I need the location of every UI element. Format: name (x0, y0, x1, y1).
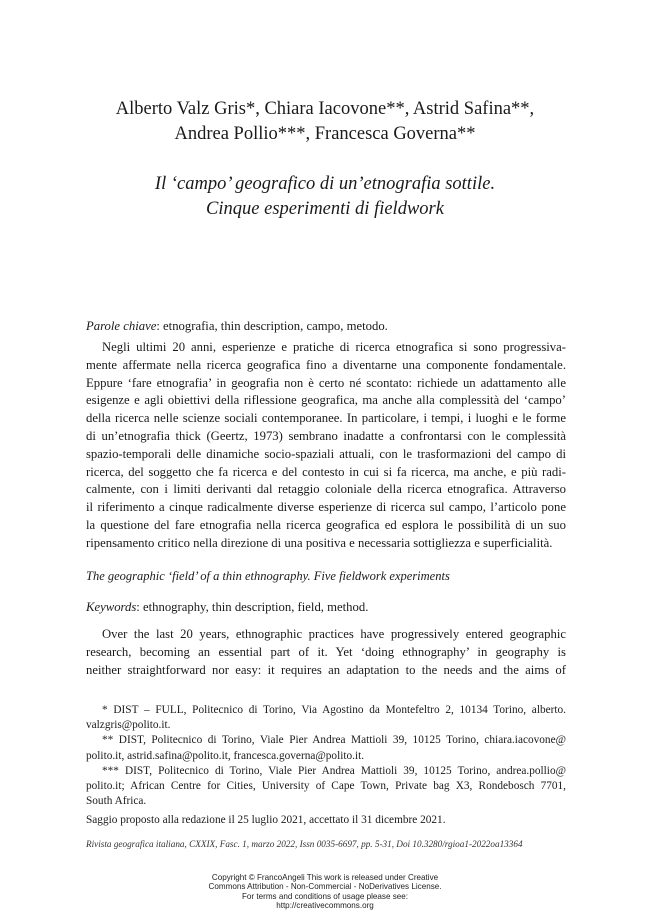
license-link[interactable]: http://creativecommons.org (276, 901, 374, 911)
abstract-english (86, 626, 566, 679)
abstract-italian (86, 339, 566, 553)
journal-citation: Rivista geografica italiana, CXXIX, Fasc. 1, marzo 2022, Issn 0035-6697, pp. 5-31, Doi 10.3280/rgioa1-2022oa13364 (86, 839, 523, 849)
license-line-3: For terms and conditions of usage please see: (241, 891, 409, 901)
keywords-english-label: Keywords (86, 600, 137, 614)
title-line-2: Cinque esperimenti di fieldwork (206, 199, 444, 219)
footnote-2-line-1: ** DIST, Politecnico di Torino, Viale Pier Andrea Mattioli 39, 10125 Torino, chiara.iacovone@ (102, 734, 566, 747)
author-line-2: Andrea Pollio***, Francesca Governa** (174, 124, 476, 144)
footnote-1-line-1: * DIST – FULL, Politecnico di Torino, Via Agostino da Montefeltro 2, 10134 Torino, alberto. (102, 704, 566, 716)
english-title: The geographic ‘field’ of a thin ethnography. Five fieldwork experiments (86, 569, 450, 583)
title-line-1: Il ‘campo’ geografico di un’etnografia sottile. (154, 174, 496, 194)
footnote-2-line-2: polito.it, astrid.safina@polito.it, francesca.governa@polito.it. (86, 749, 365, 762)
abstract-line: della ricerca nelle scienze sociali contemporanee. In particolare, i tempi, i luoghi e le forme (86, 411, 566, 426)
author-list (60, 97, 590, 147)
license-notice (150, 873, 500, 911)
abstract-line: research, becoming an essential part of it. Yet ‘doing ethnography’ in geography is (86, 644, 566, 659)
abstract-line: di un’etnografia thick (Geertz, 1973) sembrano inadatte a confrontarsi con le complessità (86, 428, 566, 443)
keywords-italian-label: Parole chiave (86, 319, 157, 333)
footnote-1-line-2: valzgris@polito.it. (86, 719, 171, 732)
abstract-line: ripensamento critico nella direzione di una positiva e necessaria sottigliezza e superficialità. (86, 535, 553, 550)
abstract-line: Over the last 20 years, ethnographic practices have progressively entered geographic (102, 627, 566, 641)
article-title (60, 172, 590, 222)
abstract-line: mente affermate nella ricerca geografica fino a diventarne una componente fondamentale. (86, 357, 566, 372)
footnote-3-line-3: South Africa. (86, 795, 147, 808)
abstract-line: calmente, con i limiti derivanti dal retaggio coloniale della ricerca etnografica. Attraverso (86, 482, 566, 497)
abstract-line: Eppure ‘fare etnografia’ in geografia non è certo né scontato: richiede un adattamento alle (86, 375, 566, 390)
abstract-line: ricerca, del soggetto che fa ricerca e del contesto in cui si fa ricerca, ma anche, e più radi- (86, 464, 566, 479)
abstract-line: spazio-temporali delle dinamiche socio-spaziali attuali, con le trasformazioni del campo di (86, 446, 566, 461)
license-line-2: Commons Attribution - Non-Commercial - NoDerivatives License. (208, 882, 442, 892)
license-line-1: Copyright © FrancoAngeli This work is released under Creative (211, 873, 439, 882)
footnotes (86, 703, 566, 829)
author-line-1: Alberto Valz Gris*, Chiara Iacovone**, Astrid Safina**, (115, 99, 535, 119)
abstract-line: Negli ultimi 20 anni, esperienze e pratiche di ricerca etnografica si sono progressiva- (102, 340, 566, 354)
abstract-line: neither straightforward nor easy: it requires an adaptation to the needs and the aims of (86, 662, 566, 677)
abstract-line: esigenze e agli obiettivi della riflessione geografica, ma anche alla complessità del ‘campo’ (86, 393, 566, 408)
abstract-line: la questione del fare etnografia nella ricerca geografica ed esplora le possibilità di un suo (86, 517, 566, 532)
keywords-italian (86, 318, 566, 335)
keywords-english (86, 599, 566, 616)
keywords-italian-text: : etnografia, thin description, campo, metodo. (156, 319, 388, 333)
abstract-line: il riferimento a cinque radicalmente diverse esperienze di ricerca sul campo, l’articolo pone (86, 500, 566, 515)
footnote-3-line-2: polito.it; African Centre for Cities, University of Cape Town, Private bag X3, Rondebosch 7701, (86, 780, 566, 793)
footnote-3-line-1: *** DIST, Politecnico di Torino, Viale Pier Andrea Mattioli 39, 10125 Torino, andrea.pollio@ (102, 764, 566, 777)
submission-note: Saggio proposto alla redazione il 25 luglio 2021, accettato il 31 dicembre 2021. (86, 814, 446, 827)
keywords-english-text: : ethnography, thin description, field, method. (136, 600, 369, 614)
